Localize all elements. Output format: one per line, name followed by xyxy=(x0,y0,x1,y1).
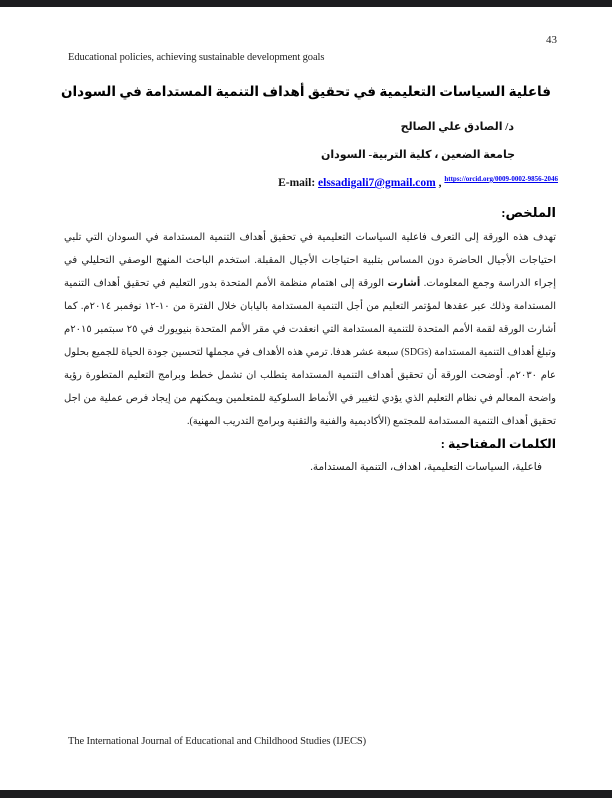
abstract-text-part2: الورقة إلى اهتمام منظمة الأمم المتحدة بدور التعليم في تحقيق أهداف التنمية المستدامة وذلك عبر عقدها لمؤتمر التعليم من أجل التنمية المستدامة باليابان خلال الفترة من ١٠-١٢ نوفمبر ٢٠١٤م. كما أشارت الورقة لقمة الأمم المتحدة للتنمية المستدامة التي انعقدت في مقر الأمم المتحدة بنيويورك في ٢٥ سبتمبر ٢٠١٥م وتبلغ أهداف التنمية المستدامة (SDGs) سبعة عشر هدفا. ترمي هذه الأهداف في مجملها لتحسين جودة الحياة للجميع بحلول عام ٢٠٣٠م. أوضحت الورقة أن تحقيق أهداف التنمية المستدامة يتطلب ان تشمل خطط وبرامج التعليم المتطورة رؤية واضحة المعالم في نظام التعليم الذي يؤدي لتغيير في الأنماط السلوكية للمتعلمين ويمكنهم من إيجاد فرص عملية من اجل تحقيق أهداف التنمية المستدامة للمجتمع (الأكاديمية والفنية والتقنية وبرامج التدريب المهنية). xyxy=(64,278,557,427)
page-number: 43 xyxy=(546,34,557,46)
comma-separator: , xyxy=(438,177,442,189)
abstract-heading: الملخص: xyxy=(501,205,556,220)
abstract-section xyxy=(64,204,556,473)
email-label: E-mail: xyxy=(278,177,316,189)
contact-line xyxy=(278,175,558,189)
orcid-link[interactable]: https://orcid.org/0009-0002-9856-2046 xyxy=(444,175,558,183)
article-title: فاعلية السياسات التعليمية في تحقيق أهداف التنمية المستدامة في السودان xyxy=(61,84,551,99)
email-link[interactable]: elssadigali7@gmail.com xyxy=(318,177,436,189)
abstract-text-part1: تهدف هذه الورقة إلى التعرف فاعلية السياسات التعليمية في تحقيق أهداف التنمية المستدامة في السودان التي تلبي احتياجات الأجيال الحاضرة دون المساس بتلبية احتياجات الأجيال المقبلة. استخدم الباحث المنهج الوصفي التحليلي في إجراء الدراسة وجمع المعلومات. xyxy=(64,232,556,289)
running-header: Educational policies, achieving sustainable development goals xyxy=(68,52,325,63)
journal-footer: The International Journal of Educational and Childhood Studies (IJECS) xyxy=(68,736,367,747)
abstract-bold-word: أشارت xyxy=(387,278,421,289)
author-name: د/ الصادق علي الصالح xyxy=(400,121,514,133)
abstract-body xyxy=(64,226,556,433)
scan-edge-bottom xyxy=(0,790,612,798)
keywords-list: فاعلية، السياسات التعليمية، اهداف، التنمية المستدامة. xyxy=(310,462,542,473)
scan-edge-top xyxy=(0,0,612,7)
keywords-heading: الكلمات المفتاحية : xyxy=(440,437,556,451)
author-affiliation: جامعة الضعين ، كلية التربية- السودان xyxy=(320,149,515,161)
